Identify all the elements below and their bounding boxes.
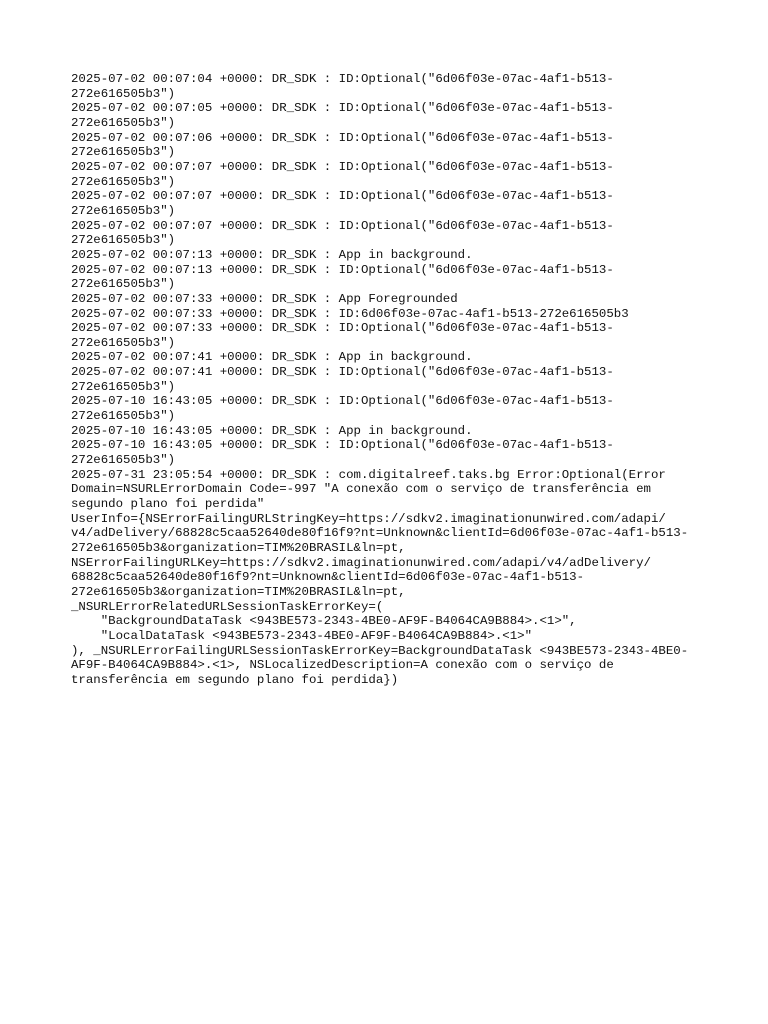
log-line: 2025-07-02 00:07:33 +0000: DR_SDK : ID:Optional("6d06f03e-07ac-4af1-b513- bbox=[71, 321, 614, 336]
log-line: 2025-07-02 00:07:07 +0000: DR_SDK : ID:Optional("6d06f03e-07ac-4af1-b513- bbox=[71, 189, 614, 204]
log-line: segundo plano foi perdida" bbox=[71, 497, 265, 512]
log-line: 272e616505b3") bbox=[71, 86, 176, 101]
log-line: transferência em segundo plano foi perdida}) bbox=[71, 672, 399, 687]
document-page bbox=[71, 72, 711, 688]
log-line: Domain=NSURLErrorDomain Code=-997 "A conexão com o serviço de transferência em bbox=[71, 482, 651, 497]
log-line: v4/adDelivery/68828c5caa52640de80f16f9?nt=Unknown&clientId=6d06f03e-07ac-4af1-b513- bbox=[71, 526, 689, 541]
log-line: 68828c5caa52640de80f16f9?nt=Unknown&clientId=6d06f03e-07ac-4af1-b513- bbox=[71, 570, 585, 585]
log-text bbox=[71, 72, 711, 688]
log-line: 2025-07-02 00:07:33 +0000: DR_SDK : ID:6d06f03e-07ac-4af1-b513-272e616505b3 bbox=[71, 306, 629, 321]
log-line: 2025-07-02 00:07:41 +0000: DR_SDK : ID:Optional("6d06f03e-07ac-4af1-b513- bbox=[71, 365, 614, 380]
log-line: "LocalDataTask <943BE573-2343-4BE0-AF9F-B4064CA9B884>.<1>" bbox=[71, 628, 533, 643]
log-line: 272e616505b3") bbox=[71, 335, 176, 350]
log-line: 272e616505b3") bbox=[71, 203, 176, 218]
log-line: 2025-07-02 00:07:13 +0000: DR_SDK : ID:Optional("6d06f03e-07ac-4af1-b513- bbox=[71, 262, 614, 277]
log-line: 272e616505b3") bbox=[71, 453, 176, 468]
log-line: 2025-07-10 16:43:05 +0000: DR_SDK : ID:Optional("6d06f03e-07ac-4af1-b513- bbox=[71, 394, 614, 409]
log-line: 272e616505b3") bbox=[71, 145, 176, 160]
log-line: 2025-07-10 16:43:05 +0000: DR_SDK : App in background. bbox=[71, 423, 473, 438]
log-line: 2025-07-02 00:07:41 +0000: DR_SDK : App in background. bbox=[71, 350, 473, 365]
log-line: 2025-07-02 00:07:05 +0000: DR_SDK : ID:Optional("6d06f03e-07ac-4af1-b513- bbox=[71, 101, 614, 116]
log-line: 272e616505b3") bbox=[71, 409, 176, 424]
log-line: AF9F-B4064CA9B884>.<1>, NSLocalizedDescription=A conexão com o serviço de bbox=[71, 658, 614, 673]
log-line: 2025-07-31 23:05:54 +0000: DR_SDK : com.digitalreef.taks.bg Error:Optional(Error bbox=[71, 467, 666, 482]
log-line: 2025-07-02 00:07:06 +0000: DR_SDK : ID:Optional("6d06f03e-07ac-4af1-b513- bbox=[71, 130, 614, 145]
log-line: 2025-07-10 16:43:05 +0000: DR_SDK : ID:Optional("6d06f03e-07ac-4af1-b513- bbox=[71, 438, 614, 453]
log-line: 272e616505b3") bbox=[71, 174, 176, 189]
log-line: UserInfo={NSErrorFailingURLStringKey=https://sdkv2.imaginationunwired.com/adapi/ bbox=[71, 511, 666, 526]
log-line: 272e616505b3&organization=TIM%20BRASIL&ln=pt, bbox=[71, 584, 406, 599]
log-line: ), _NSURLErrorFailingURLSessionTaskErrorKey=BackgroundDataTask <943BE573-2343-4BE0- bbox=[71, 643, 689, 658]
log-line: 272e616505b3") bbox=[71, 233, 176, 248]
log-line: _NSURLErrorRelatedURLSessionTaskErrorKey=( bbox=[71, 599, 384, 614]
log-line: 272e616505b3") bbox=[71, 379, 176, 394]
log-line: 272e616505b3") bbox=[71, 115, 176, 130]
log-line: 2025-07-02 00:07:04 +0000: DR_SDK : ID:Optional("6d06f03e-07ac-4af1-b513- bbox=[71, 72, 614, 86]
log-line: 272e616505b3&organization=TIM%20BRASIL&ln=pt, bbox=[71, 541, 406, 555]
log-line: 2025-07-02 00:07:13 +0000: DR_SDK : App in background. bbox=[71, 247, 473, 262]
log-line: 2025-07-02 00:07:07 +0000: DR_SDK : ID:Optional("6d06f03e-07ac-4af1-b513- bbox=[71, 159, 614, 174]
log-line: NSErrorFailingURLKey=https://sdkv2.imaginationunwired.com/adapi/v4/adDelivery/ bbox=[71, 555, 651, 570]
log-line: "BackgroundDataTask <943BE573-2343-4BE0-AF9F-B4064CA9B884>.<1>", bbox=[71, 614, 577, 629]
log-line: 2025-07-02 00:07:07 +0000: DR_SDK : ID:Optional("6d06f03e-07ac-4af1-b513- bbox=[71, 218, 614, 233]
log-line: 2025-07-02 00:07:33 +0000: DR_SDK : App Foregrounded bbox=[71, 291, 458, 306]
log-line: 272e616505b3") bbox=[71, 277, 176, 292]
